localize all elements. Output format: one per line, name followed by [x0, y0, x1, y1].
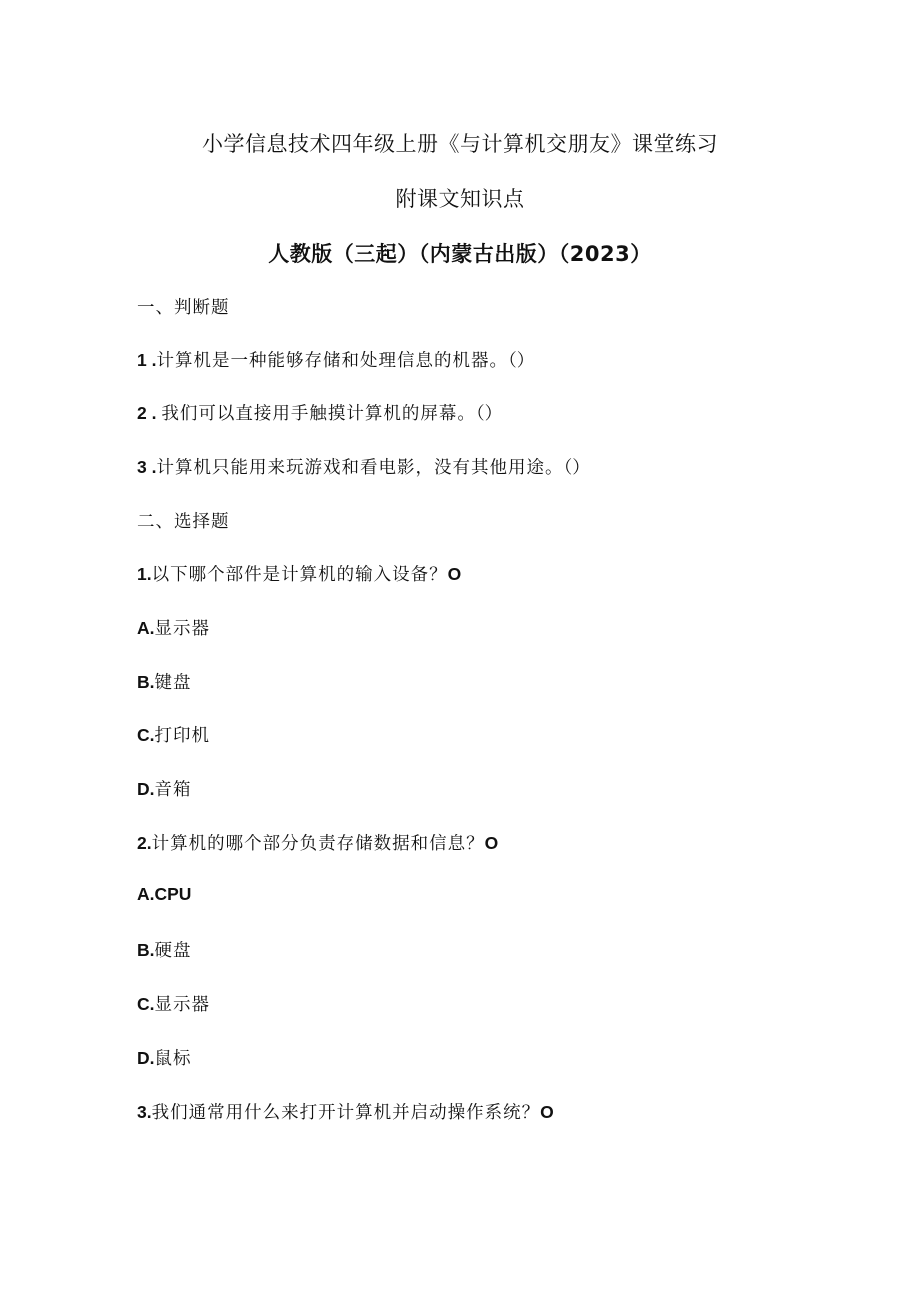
answer-blank: （）	[563, 457, 590, 477]
option	[137, 776, 192, 801]
answer-blank: （）	[507, 350, 535, 370]
option-text: 音箱	[154, 780, 192, 800]
option	[137, 615, 210, 640]
section-heading-true-false: 一、判断题	[137, 298, 230, 318]
document-title: 小学信息技术四年级上册《与计算机交朋友》课堂练习	[202, 132, 718, 156]
option	[137, 937, 192, 962]
item-number: 3	[137, 457, 147, 477]
true-false-item	[137, 347, 534, 372]
answer-blank: O	[447, 564, 462, 584]
option-letter: A.	[137, 618, 155, 638]
question-number: 2.	[137, 833, 152, 853]
item-separator: .	[146, 457, 157, 477]
question-text: 我们通常用什么来打开计算机并启动操作系统？	[151, 1103, 541, 1123]
question-number: 3.	[137, 1102, 152, 1122]
option	[137, 884, 191, 905]
option-letter: D.	[137, 1048, 155, 1068]
option-text: CPU	[154, 884, 192, 904]
option-text: 打印机	[154, 726, 210, 746]
edition-line: 人教版（三起）（内蒙古出版）（2023）	[268, 242, 652, 266]
option-letter: C.	[137, 725, 155, 745]
option-text: 显示器	[154, 995, 210, 1015]
option-text: 键盘	[154, 673, 192, 693]
option-letter: D.	[137, 779, 155, 799]
question	[137, 561, 461, 586]
item-text: 我们可以直接用手触摸计算机的屏幕。	[161, 404, 476, 424]
question-text: 以下哪个部件是计算机的输入设备？	[151, 565, 448, 585]
section-heading-multiple-choice: 二、选择题	[137, 512, 230, 532]
true-false-item	[137, 400, 502, 425]
question	[137, 830, 498, 855]
option	[137, 991, 210, 1016]
question-number: 1.	[137, 564, 152, 584]
answer-blank: O	[484, 833, 499, 853]
answer-blank: O	[540, 1102, 554, 1122]
option-text: 显示器	[154, 619, 210, 639]
item-separator: .	[146, 350, 157, 370]
item-number: 2	[137, 403, 147, 423]
option-letter: C.	[137, 994, 155, 1014]
option	[137, 1045, 192, 1070]
option-text: 硬盘	[154, 941, 192, 961]
option	[137, 669, 192, 694]
item-text: 计算机是一种能够存储和处理信息的机器。	[156, 351, 508, 371]
true-false-item	[137, 454, 590, 479]
item-number: 1	[137, 350, 147, 370]
option-letter: A.	[137, 884, 155, 904]
item-separator: .	[146, 403, 162, 423]
option-text: 鼠标	[154, 1049, 192, 1069]
option-letter: B.	[137, 672, 155, 692]
option	[137, 722, 210, 747]
item-text: 计算机只能用来玩游戏和看电影，没有其他用途。	[156, 458, 564, 478]
answer-blank: （）	[475, 403, 503, 423]
document-subtitle: 附课文知识点	[395, 187, 525, 211]
option-letter: B.	[137, 940, 155, 960]
question-text: 计算机的哪个部分负责存储数据和信息？	[151, 834, 485, 854]
question	[137, 1099, 554, 1124]
